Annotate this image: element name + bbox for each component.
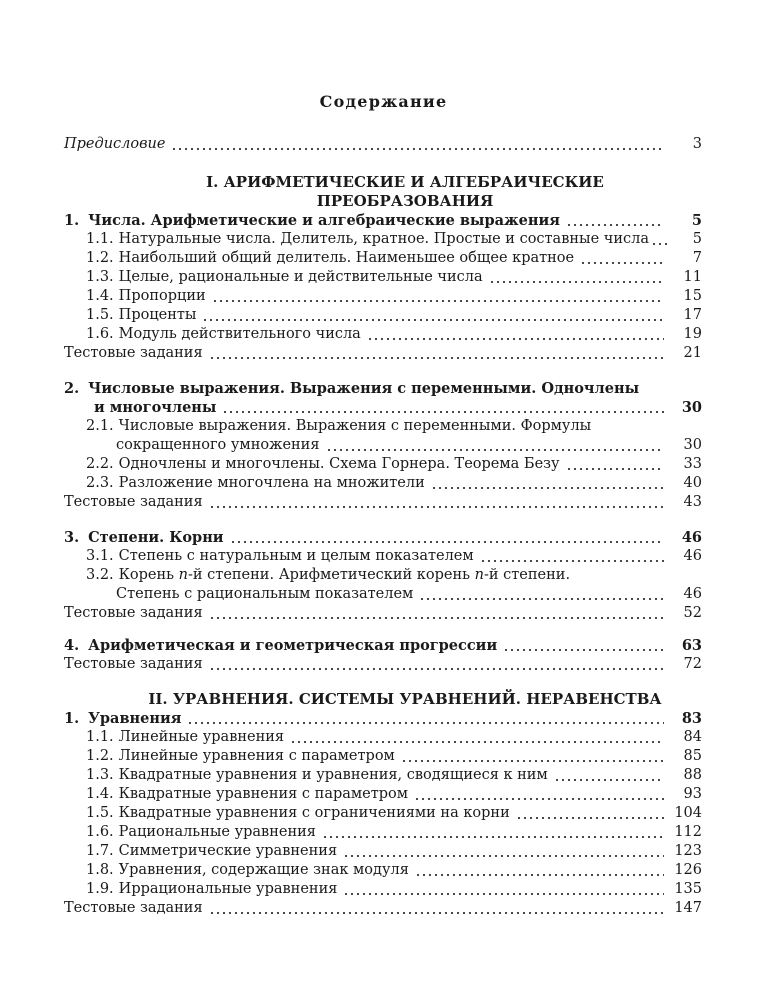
- math-variable: n: [474, 567, 484, 583]
- entry-label: Числовые выражения. Выражения с переменными. Формулы: [118, 418, 592, 434]
- entry-label: Натуральные числа. Делитель, кратное. Простые и составные числа: [118, 231, 649, 247]
- entry-number: 1.8.: [86, 862, 114, 878]
- entry-label: Линейные уравнения: [118, 729, 285, 745]
- entry-number: 1.5.: [86, 307, 114, 323]
- entry-number: 1.6.: [86, 824, 114, 840]
- entry-page: 46: [683, 548, 702, 564]
- entry-label-part: -й степени. Арифметический корень: [188, 567, 475, 583]
- toc-tests-entry[interactable]: [64, 344, 702, 363]
- entry-label: Одночлены и многочлены. Схема Горнера. Теорема Безу: [118, 456, 560, 472]
- toc-entry[interactable]: [86, 804, 702, 823]
- part-heading-1-line1: I. АРИФМЕТИЧЕСКИЕ И АЛГЕБРАИЧЕСКИЕ: [206, 173, 604, 191]
- entry-page: 3: [692, 136, 702, 152]
- entry-page: 7: [692, 250, 702, 266]
- entry-number: 1.5.: [86, 805, 114, 821]
- entry-number: 2.2.: [86, 456, 114, 472]
- toc-entry-2-1[interactable]: [116, 436, 702, 455]
- dot-leader: [209, 344, 664, 363]
- dot-leader: [516, 804, 664, 823]
- entry-number: 4.: [64, 637, 80, 654]
- entry-label: Наибольший общий делитель. Наименьшее общее кратное: [118, 250, 575, 266]
- entry-page: 43: [683, 494, 702, 510]
- math-variable: n: [178, 567, 188, 583]
- toc-entry[interactable]: [86, 306, 702, 325]
- toc-entry-preface[interactable]: [64, 135, 702, 154]
- entry-page: 126: [674, 862, 702, 878]
- dot-leader: [222, 398, 664, 417]
- entry-page: 85: [683, 748, 702, 764]
- toc-entry[interactable]: [86, 268, 702, 287]
- page-title: Содержание: [319, 92, 448, 111]
- entry-label: сокращенного умножения: [116, 437, 320, 453]
- entry-page: 30: [683, 437, 702, 453]
- entry-number: 1.2.: [86, 748, 114, 764]
- toc-entry[interactable]: [86, 325, 702, 344]
- toc-entry[interactable]: [86, 842, 702, 861]
- entry-label: Симметрические уравнения: [118, 843, 338, 859]
- entry-number: 1.9.: [86, 881, 114, 897]
- entry-number: 2.: [64, 380, 80, 397]
- toc-tests-entry[interactable]: [64, 899, 702, 918]
- entry-label: Тестовые задания: [64, 656, 203, 672]
- entry-label: Иррациональные уравнения: [118, 881, 338, 897]
- entry-number: 3.1.: [86, 548, 114, 564]
- entry-number: 1.6.: [86, 326, 114, 342]
- dot-leader: [209, 604, 664, 623]
- dot-leader: [209, 899, 664, 918]
- dot-leader: [489, 268, 664, 287]
- entry-page: 46: [681, 529, 702, 546]
- dot-leader: [414, 785, 664, 804]
- entry-page: 19: [683, 326, 702, 342]
- toc-entry-3-2[interactable]: [116, 585, 702, 604]
- entry-label: и многочлены: [94, 399, 217, 416]
- entry-page: 52: [683, 605, 702, 621]
- toc-tests-entry[interactable]: [64, 493, 702, 512]
- entry-number: 3.2.: [86, 567, 114, 583]
- entry-page: 72: [683, 656, 702, 672]
- toc-entry[interactable]: [86, 455, 702, 474]
- entry-number: 1.4.: [86, 786, 114, 802]
- entry-page: 21: [683, 345, 702, 361]
- dot-leader: [343, 880, 664, 899]
- entry-label: Квадратные уравнения с ограничениями на корни: [118, 805, 510, 821]
- entry-label: Тестовые задания: [64, 345, 203, 361]
- dot-leader: [322, 823, 664, 842]
- dot-leader: [431, 474, 664, 493]
- entry-label: Квадратные уравнения и уравнения, сводящиеся к ним: [118, 767, 548, 783]
- dot-leader: [187, 709, 664, 728]
- entry-page: 5: [692, 231, 702, 247]
- entry-number: 1.7.: [86, 843, 114, 859]
- toc-entry[interactable]: [86, 785, 702, 804]
- entry-label-part: Корень: [118, 567, 179, 583]
- entry-label: Степень с натуральным и целым показателем: [118, 548, 474, 564]
- entry-number: 1.1.: [86, 729, 114, 745]
- dot-leader: [503, 636, 664, 655]
- entry-page: 63: [681, 637, 702, 654]
- entry-page: 135: [674, 881, 702, 897]
- toc-entry[interactable]: [86, 230, 702, 249]
- dot-leader: [343, 842, 664, 861]
- dot-leader: [367, 325, 664, 344]
- entry-page: 104: [674, 805, 702, 821]
- entry-label-part: -й степени.: [483, 567, 571, 583]
- entry-page: 33: [683, 456, 702, 472]
- entry-page: 88: [683, 767, 702, 783]
- entry-label: Линейные уравнения с параметром: [118, 748, 395, 764]
- toc-entry[interactable]: [86, 747, 702, 766]
- dot-leader: [290, 728, 664, 747]
- dot-leader: [209, 655, 664, 674]
- entry-page: 11: [683, 269, 702, 285]
- entry-label: Числовые выражения. Выражения с переменными. Одночлены: [88, 380, 640, 397]
- toc-entry[interactable]: [86, 861, 702, 880]
- toc-entry[interactable]: [86, 880, 702, 899]
- dot-leader: [580, 249, 664, 268]
- toc-chapter-p2-1[interactable]: [64, 709, 702, 728]
- toc-entry[interactable]: [86, 474, 702, 493]
- entry-number: 2.3.: [86, 475, 114, 491]
- entry-number: 1.: [64, 710, 80, 727]
- dot-leader: [230, 528, 664, 547]
- dot-leader: [202, 306, 664, 325]
- entry-page: 147: [674, 900, 702, 916]
- entry-number: 1.: [64, 212, 80, 229]
- entry-label: Модуль действительного числа: [118, 326, 361, 342]
- toc-entry-2-1-line1[interactable]: [86, 417, 702, 436]
- entry-label: Уравнения: [88, 710, 182, 727]
- entry-page: 84: [683, 729, 702, 745]
- entry-number: 1.1.: [86, 231, 114, 247]
- dot-leader: [480, 547, 664, 566]
- toc-entry[interactable]: [86, 766, 702, 785]
- entry-label: Тестовые задания: [64, 605, 203, 621]
- toc-entry[interactable]: [86, 547, 702, 566]
- toc-entry[interactable]: [86, 823, 702, 842]
- toc-tests-entry[interactable]: [64, 604, 702, 623]
- entry-page: 15: [683, 288, 702, 304]
- entry-label: Числа. Арифметические и алгебраические выражения: [88, 212, 560, 229]
- dot-leader: [415, 861, 664, 880]
- entry-page: 30: [681, 399, 702, 416]
- entry-label: Предисловие: [64, 136, 166, 152]
- entry-label: Тестовые задания: [64, 494, 203, 510]
- dot-leader: [419, 585, 664, 604]
- dot-leader: [171, 135, 664, 154]
- entry-label: Рациональные уравнения: [118, 824, 316, 840]
- toc-entry[interactable]: [86, 249, 702, 268]
- entry-label: Арифметическая и геометрическая прогрессии: [88, 637, 498, 654]
- dot-leader: [401, 747, 664, 766]
- part-heading-2: II. УРАВНЕНИЯ. СИСТЕМЫ УРАВНЕНИЙ. НЕРАВЕНСТВА: [148, 690, 662, 708]
- entry-number: 3.: [64, 529, 80, 546]
- entry-number: 2.1.: [86, 418, 114, 434]
- toc-entry[interactable]: [86, 728, 702, 747]
- toc-entry[interactable]: [86, 287, 702, 306]
- entry-label: Пропорции: [118, 288, 206, 304]
- toc-chapter-3[interactable]: [64, 528, 702, 547]
- dot-leader: [209, 493, 664, 512]
- dot-leader: [566, 455, 664, 474]
- entry-label: Уравнения, содержащие знак модуля: [118, 862, 409, 878]
- toc-chapter-2[interactable]: [94, 398, 702, 417]
- toc-chapter-1[interactable]: [64, 211, 702, 230]
- dot-leader: [566, 211, 664, 230]
- dot-leader: [651, 230, 668, 249]
- entry-page: 40: [683, 475, 702, 491]
- toc-entry-3-2-line1[interactable]: [86, 566, 702, 585]
- entry-page: 5: [691, 212, 702, 229]
- entry-number: 1.2.: [86, 250, 114, 266]
- entry-number: 1.4.: [86, 288, 114, 304]
- toc-chapter-4[interactable]: [64, 636, 702, 655]
- entry-page: 17: [683, 307, 702, 323]
- entry-page: 83: [681, 710, 702, 727]
- entry-label: Квадратные уравнения с параметром: [118, 786, 409, 802]
- entry-page: 93: [683, 786, 702, 802]
- dot-leader: [326, 436, 665, 455]
- entry-page: 112: [674, 824, 702, 840]
- entry-page: 46: [683, 586, 702, 602]
- entry-page: 123: [674, 843, 702, 859]
- entry-label: Целые, рациональные и действительные числа: [118, 269, 483, 285]
- entry-label: Разложение многочлена на множители: [118, 475, 425, 491]
- toc-chapter-2-line1[interactable]: [64, 379, 702, 398]
- entry-label: Степень с рациональным показателем: [116, 586, 414, 602]
- entry-label: Степени. Корни: [88, 529, 224, 546]
- dot-leader: [212, 287, 664, 306]
- toc-tests-entry[interactable]: [64, 655, 702, 674]
- entry-number: 1.3.: [86, 767, 114, 783]
- entry-label: Проценты: [118, 307, 197, 323]
- entry-label: Тестовые задания: [64, 900, 203, 916]
- part-heading-1-line2: ПРЕОБРАЗОВАНИЯ: [316, 192, 494, 210]
- dot-leader: [554, 766, 664, 785]
- entry-number: 1.3.: [86, 269, 114, 285]
